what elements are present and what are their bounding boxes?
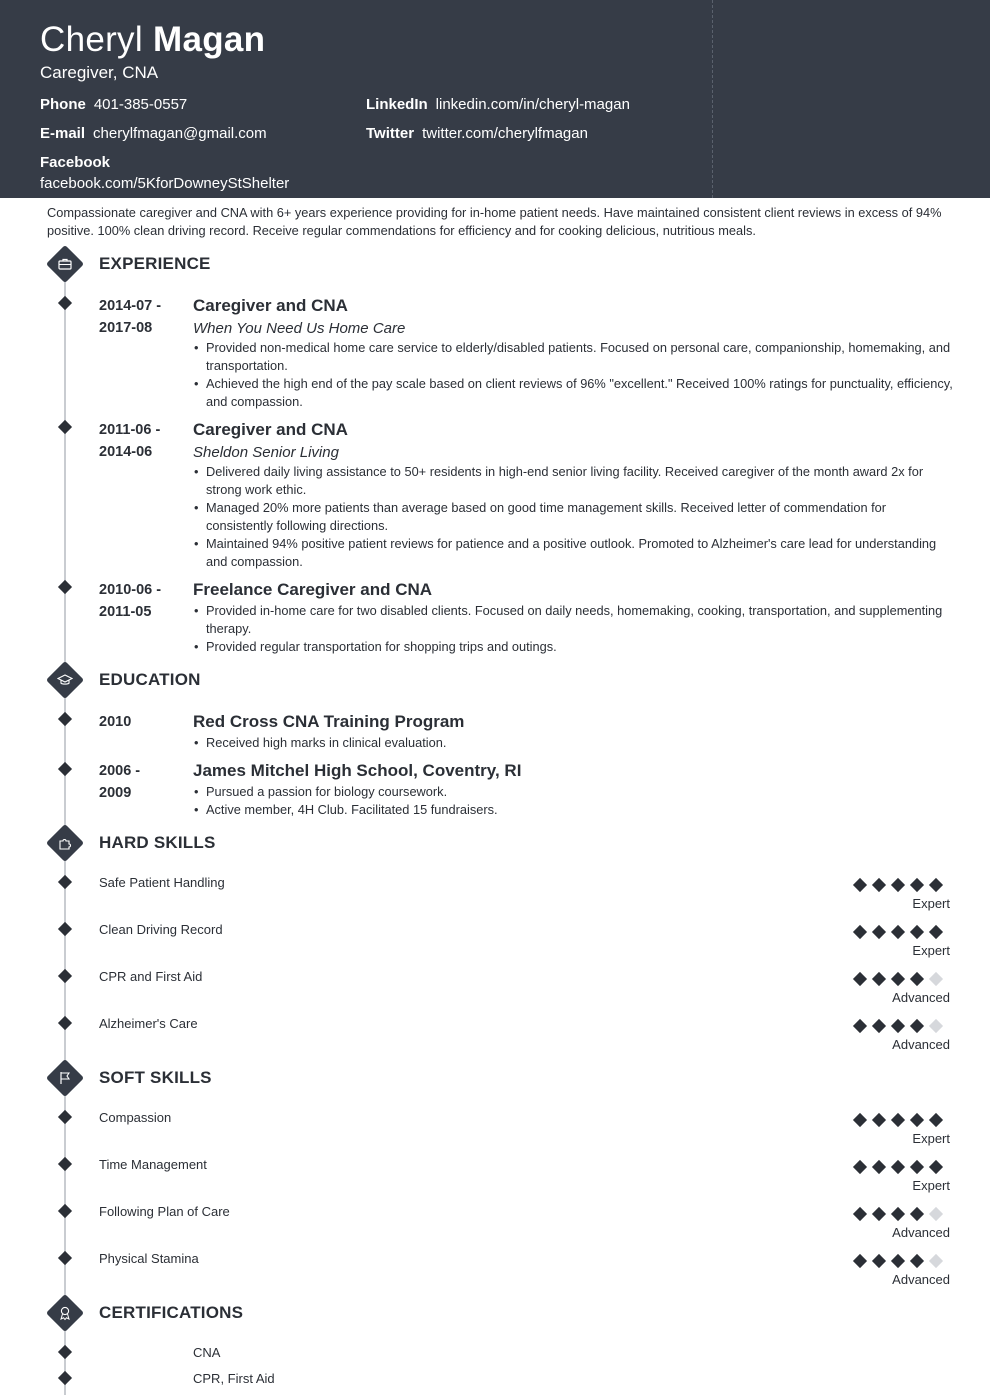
bullet-item: • Provided regular transportation for shopping trips and outings. [193, 638, 953, 656]
job-bullets [193, 602, 953, 656]
rating-diamond-filled [872, 925, 886, 939]
skill-rating [850, 1159, 950, 1175]
linkedin-value[interactable]: linkedin.com/in/cheryl-magan [435, 96, 630, 113]
last-name: Magan [152, 20, 266, 59]
certification-item: CNA [193, 1345, 221, 1360]
rating-diamond-filled [891, 878, 905, 892]
skill-name: Following Plan of Care [99, 1204, 230, 1219]
resume-header [0, 0, 990, 198]
contact-phone [40, 96, 187, 114]
edu-date: 2010 [99, 714, 132, 730]
full-name [40, 20, 265, 60]
edu-bullets [193, 734, 953, 752]
job-title: Caregiver and CNA [193, 420, 348, 439]
summary-text: Compassionate caregiver and CNA with 6+ years experience providing for in-home patient needs. Have maintained consistent client reviews in excess of 94% positive. 100% clean driving record. Receive regular commendations for efficiency and for cooking delicious, nutritious meals. [47, 205, 942, 238]
skill-level: Advanced [892, 1225, 950, 1240]
skill-rating [850, 924, 950, 940]
rating-diamond-filled [853, 878, 867, 892]
skill-level: Expert [912, 943, 950, 958]
rating-diamond-filled [891, 1019, 905, 1033]
job-company: Sheldon Senior Living [193, 444, 339, 461]
rating-diamond-filled [853, 1160, 867, 1174]
rating-diamond-filled [910, 972, 924, 986]
rating-diamond-filled [910, 1207, 924, 1221]
bullet-item: • Active member, 4H Club. Facilitated 15 fundraisers. [193, 801, 953, 819]
certification-item: CPR, First Aid [193, 1371, 275, 1386]
timeline-dot [58, 969, 72, 983]
timeline-dot [58, 1204, 72, 1218]
job-title: Caregiver and CNA [193, 296, 348, 315]
rating-diamond-empty [929, 1254, 943, 1268]
rating-diamond-filled [853, 925, 867, 939]
rating-diamond-filled [891, 972, 905, 986]
rating-diamond-filled [910, 1113, 924, 1127]
rating-diamond-filled [872, 878, 886, 892]
job-date: 2014-07 - 2017-08 [99, 298, 162, 336]
skill-level: Expert [912, 896, 950, 911]
rating-diamond-filled [872, 1160, 886, 1174]
timeline-dot [58, 1157, 72, 1171]
job-title: Freelance Caregiver and CNA [193, 580, 433, 599]
award-ribbon-icon [50, 1298, 80, 1328]
school-name: Red Cross CNA Training Program [193, 712, 465, 731]
bullet-item: • Pursued a passion for biology coursework. [193, 783, 953, 801]
puzzle-icon [50, 828, 80, 858]
rating-diamond-filled [891, 1160, 905, 1174]
rating-diamond-empty [929, 972, 943, 986]
rating-diamond-filled [929, 878, 943, 892]
phone-value[interactable]: 401-385-0557 [93, 96, 188, 113]
rating-diamond-filled [853, 1207, 867, 1221]
section-title-hard-skills: HARD SKILLS [99, 833, 216, 852]
skill-name: CPR and First Aid [99, 969, 203, 984]
skill-level: Advanced [892, 1037, 950, 1052]
twitter-label: Twitter [366, 125, 415, 142]
timeline-dot [58, 1016, 72, 1030]
skill-name: Safe Patient Handling [99, 875, 225, 890]
facebook-label: Facebook [40, 154, 111, 171]
facebook-value[interactable]: facebook.com/5KforDowneyStShelter [40, 175, 290, 192]
edu-date: 2006 - 2009 [99, 763, 141, 801]
rating-diamond-filled [872, 1254, 886, 1268]
skill-rating [850, 971, 950, 987]
timeline-dot [58, 420, 72, 434]
bullet-item: • Provided in-home care for two disabled clients. Focused on daily needs, homemaking, cooking, transportation, and supplementing therapy. [193, 602, 953, 638]
bullet-item: • Maintained 94% positive patient reviews for patience and a positive outlook. Promoted to Alzheimer's care lead for understanding and compassion. [193, 535, 953, 571]
section-title-certifications: CERTIFICATIONS [99, 1303, 244, 1322]
job-bullets [193, 339, 953, 411]
skill-name: Clean Driving Record [99, 922, 223, 937]
rating-diamond-filled [929, 1113, 943, 1127]
skill-level: Expert [912, 1178, 950, 1193]
rating-diamond-filled [929, 1160, 943, 1174]
rating-diamond-filled [891, 1207, 905, 1221]
rating-diamond-filled [910, 1019, 924, 1033]
section-title-soft-skills: SOFT SKILLS [99, 1068, 212, 1087]
bullet-item: • Managed 20% more patients than average based on good time management skills. Received letter of commendation for consistently following directions. [193, 499, 953, 535]
timeline-dot [58, 875, 72, 889]
phone-label: Phone [40, 96, 86, 113]
rating-diamond-filled [872, 1113, 886, 1127]
bullet-item: • Provided non-medical home care service to elderly/disabled patients. Focused on personal care, companionship, homemaking, and transportation. [193, 339, 953, 375]
rating-diamond-filled [853, 1254, 867, 1268]
skill-level: Advanced [892, 990, 950, 1005]
rating-diamond-filled [910, 1254, 924, 1268]
skill-rating [850, 1253, 950, 1269]
flag-icon [50, 1063, 80, 1093]
skill-rating [850, 1018, 950, 1034]
section-title-education: EDUCATION [99, 670, 201, 689]
bullet-item: • Achieved the high end of the pay scale based on client reviews of 96% "excellent." Received 100% ratings for punctuality, efficiency, and compassion. [193, 375, 953, 411]
rating-diamond-empty [929, 1207, 943, 1221]
skill-name: Compassion [99, 1110, 172, 1125]
section-title-experience: EXPERIENCE [99, 254, 211, 273]
linkedin-label: LinkedIn [366, 96, 428, 113]
rating-diamond-filled [891, 1254, 905, 1268]
skill-level: Expert [912, 1131, 950, 1146]
bullet-item: • Delivered daily living assistance to 50+ residents in high-end senior living facility. Received caregiver of the month award 2x for strong work ethic. [193, 463, 953, 499]
briefcase-icon [50, 249, 80, 279]
job-role: Caregiver, CNA [40, 63, 159, 82]
header-divider [712, 0, 713, 198]
email-value[interactable]: cherylfmagan@gmail.com [93, 125, 267, 142]
timeline-dot [58, 296, 72, 310]
twitter-value[interactable]: twitter.com/cherylfmagan [422, 125, 588, 142]
skill-level: Advanced [892, 1272, 950, 1287]
rating-diamond-filled [891, 1113, 905, 1127]
skill-rating [850, 1112, 950, 1128]
job-date: 2011-06 - 2014-06 [99, 422, 161, 460]
skill-rating [850, 1206, 950, 1222]
timeline-dot [58, 1110, 72, 1124]
timeline-dot [58, 1345, 72, 1359]
rating-diamond-filled [910, 878, 924, 892]
rating-diamond-filled [872, 972, 886, 986]
first-name: Cheryl [40, 20, 143, 59]
rating-diamond-filled [853, 1019, 867, 1033]
timeline-dot [58, 922, 72, 936]
timeline-dot [58, 762, 72, 776]
skill-rating [850, 877, 950, 893]
job-bullets [193, 463, 953, 571]
timeline-dot [58, 1371, 72, 1385]
rating-diamond-filled [929, 925, 943, 939]
graduation-cap-icon [50, 665, 80, 695]
rating-diamond-filled [910, 1160, 924, 1174]
edu-bullets [193, 783, 953, 819]
rating-diamond-empty [929, 1019, 943, 1033]
rating-diamond-filled [910, 925, 924, 939]
email-label: E-mail [40, 125, 86, 142]
contact-email [40, 125, 267, 143]
skill-name: Alzheimer's Care [99, 1016, 198, 1031]
job-company: When You Need Us Home Care [193, 320, 406, 337]
rating-diamond-filled [853, 1113, 867, 1127]
timeline-dot [58, 712, 72, 726]
timeline-dot [58, 1251, 72, 1265]
skill-name: Physical Stamina [99, 1251, 199, 1266]
rating-diamond-filled [853, 972, 867, 986]
skill-name: Time Management [99, 1157, 207, 1172]
bullet-item: • Received high marks in clinical evaluation. [193, 734, 953, 752]
rating-diamond-filled [872, 1019, 886, 1033]
rating-diamond-filled [891, 925, 905, 939]
rating-diamond-filled [872, 1207, 886, 1221]
timeline-dot [58, 580, 72, 594]
job-date: 2010-06 - 2011-05 [99, 582, 162, 620]
contact-twitter [366, 125, 588, 143]
contact-linkedin [366, 96, 630, 114]
school-name: James Mitchel High School, Coventry, RI [193, 761, 522, 780]
